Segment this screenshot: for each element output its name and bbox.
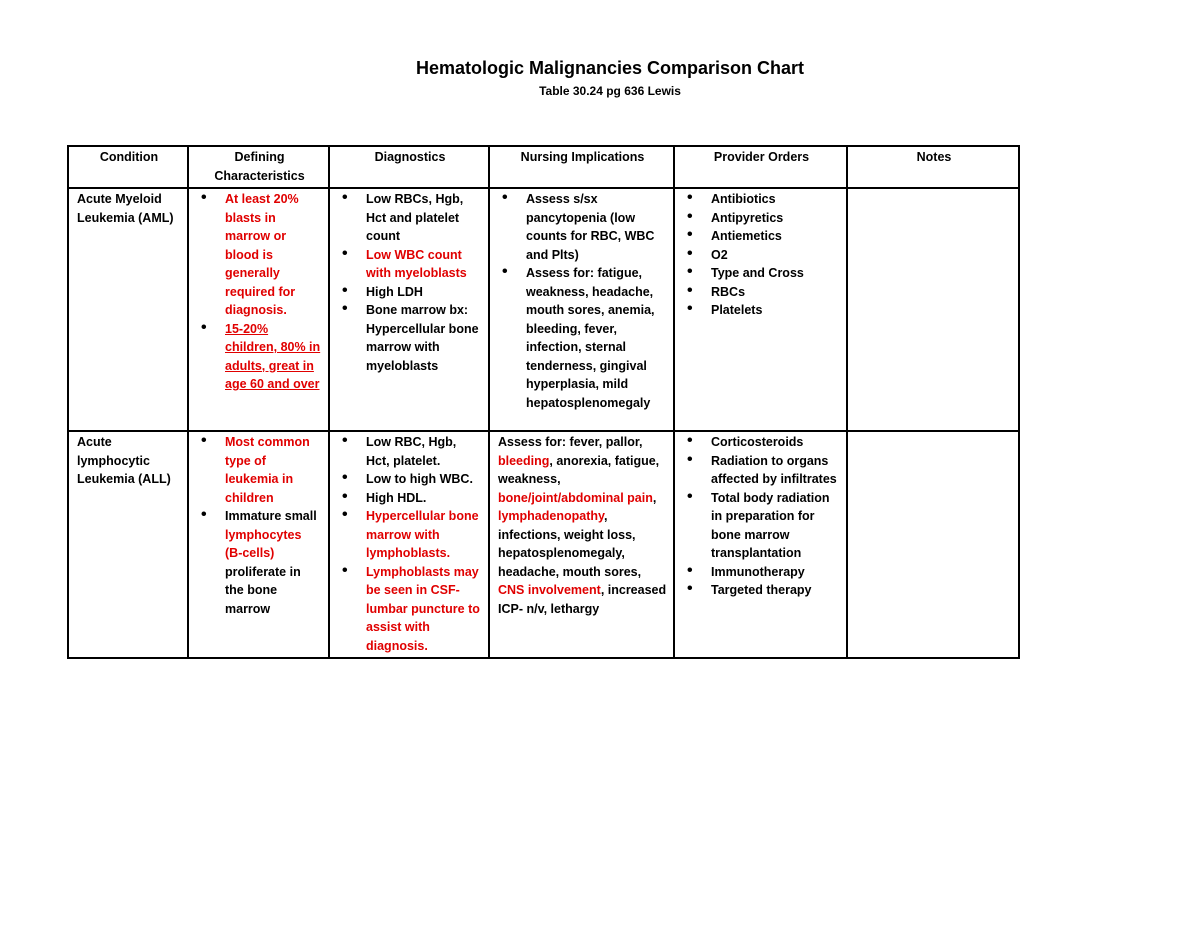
- list-item: • Immunotherapy: [683, 563, 840, 582]
- nursing-cell: [489, 431, 674, 658]
- diagnostics-cell: [329, 188, 489, 431]
- orders-cell: [674, 431, 847, 658]
- text-segment: lymphadenopathy: [498, 509, 605, 523]
- list-item: • Type and Cross: [683, 264, 840, 283]
- header-provider-orders: Provider Orders: [674, 146, 847, 188]
- list-item: • Low WBC count with myeloblasts: [338, 246, 482, 283]
- condition-cell: Acute lymphocytic Leukemia (ALL): [68, 431, 188, 658]
- header-defining-characteristics: Defining Characteristics: [188, 146, 329, 188]
- list-item: • Low RBCs, Hgb, Hct and platelet count: [338, 190, 482, 246]
- list-item: • Lymphoblasts may be seen in CSF- lumbar puncture to assist with diagnosis.: [338, 563, 482, 656]
- list-item: • Total body radiation in preparation for bone marrow transplantation: [683, 489, 840, 563]
- text-segment: proliferate in the bone marrow: [225, 564, 301, 616]
- text-segment: lymphocytes (B-cells): [225, 527, 302, 560]
- notes-cell: [847, 188, 1019, 431]
- text-segment: , anorexia, fatigue, weakness,: [498, 453, 660, 486]
- header-nursing-implications: Nursing Implications: [489, 146, 674, 188]
- text-segment: , infections, weight loss, hepatosplenomegaly, headache, mouth sores,: [498, 509, 642, 579]
- diagnostics-list: [338, 190, 482, 375]
- list-item: [197, 507, 322, 618]
- list-item: • Corticosteroids: [683, 433, 840, 452]
- document-title: Hematologic Malignancies Comparison Chart: [415, 58, 805, 78]
- text-segment: Immature small: [225, 509, 317, 523]
- orders-cell: [674, 188, 847, 431]
- list-item: • Assess s/sx pancytopenia (low counts for RBC, WBC and Plts): [498, 190, 667, 264]
- defining-cell: [188, 431, 329, 658]
- list-item: • Low RBC, Hgb, Hct, platelet.: [338, 433, 482, 470]
- table-row: [68, 431, 1019, 658]
- list-item: • Antipyretics: [683, 209, 840, 228]
- text-segment: Assess for: fever, pallor,: [498, 435, 643, 449]
- document-subtitle: Table 30.24 pg 636 Lewis: [539, 84, 681, 98]
- list-item: • Assess for: fatigue, weakness, headache, mouth sores, anemia, bleeding, fever, infection, sternal tenderness, gingival hyperplasia, mild hepatosplenomegaly: [498, 264, 667, 412]
- orders-list: [683, 433, 840, 600]
- text-segment: CNS involvement: [498, 583, 601, 597]
- notes-cell: [847, 431, 1019, 658]
- table-row: [68, 188, 1019, 431]
- nursing-list: [498, 190, 667, 412]
- list-item: • Platelets: [683, 301, 840, 320]
- list-item: • High LDH: [338, 283, 482, 302]
- header-condition: Condition: [68, 146, 188, 188]
- list-item: • Targeted therapy: [683, 581, 840, 600]
- list-item: • At least 20% blasts in marrow or blood is generally required for diagnosis.: [197, 190, 322, 320]
- header-notes: Notes: [847, 146, 1019, 188]
- text-segment: bone/joint/abdominal pain: [498, 490, 653, 505]
- text-segment: bleeding: [498, 453, 550, 468]
- diagnostics-list: [338, 433, 482, 655]
- nursing-cell: [489, 188, 674, 431]
- text-segment: , increased ICP- n/v, lethargy: [498, 583, 667, 616]
- list-item: • Low to high WBC.: [338, 470, 482, 489]
- list-item: • Antiemetics: [683, 227, 840, 246]
- list-item: • Hypercellular bone marrow with lymphoblasts.: [338, 507, 482, 563]
- list-item: • Most common type of leukemia in children: [197, 433, 322, 507]
- orders-list: [683, 190, 840, 320]
- list-item: • RBCs: [683, 283, 840, 302]
- defining-list: [197, 433, 322, 618]
- list-item: • O2: [683, 246, 840, 265]
- text-segment: ,: [652, 490, 657, 505]
- list-item: • High HDL.: [338, 489, 482, 508]
- list-item: • Antibiotics: [683, 190, 840, 209]
- comparison-table: [67, 145, 1020, 659]
- list-item: • 15-20% children, 80% in adults, great in age 60 and over: [197, 320, 322, 394]
- condition-cell: Acute Myeloid Leukemia (AML): [68, 188, 188, 431]
- diagnostics-cell: [329, 431, 489, 658]
- table-header-row: [68, 146, 1019, 188]
- defining-list: [197, 190, 322, 394]
- defining-cell: [188, 188, 329, 431]
- list-item: • Bone marrow bx: Hypercellular bone marrow with myeloblasts: [338, 301, 482, 375]
- header-diagnostics: Diagnostics: [329, 146, 489, 188]
- nursing-paragraph: [498, 433, 667, 618]
- list-item: • Radiation to organs affected by infiltrates: [683, 452, 840, 489]
